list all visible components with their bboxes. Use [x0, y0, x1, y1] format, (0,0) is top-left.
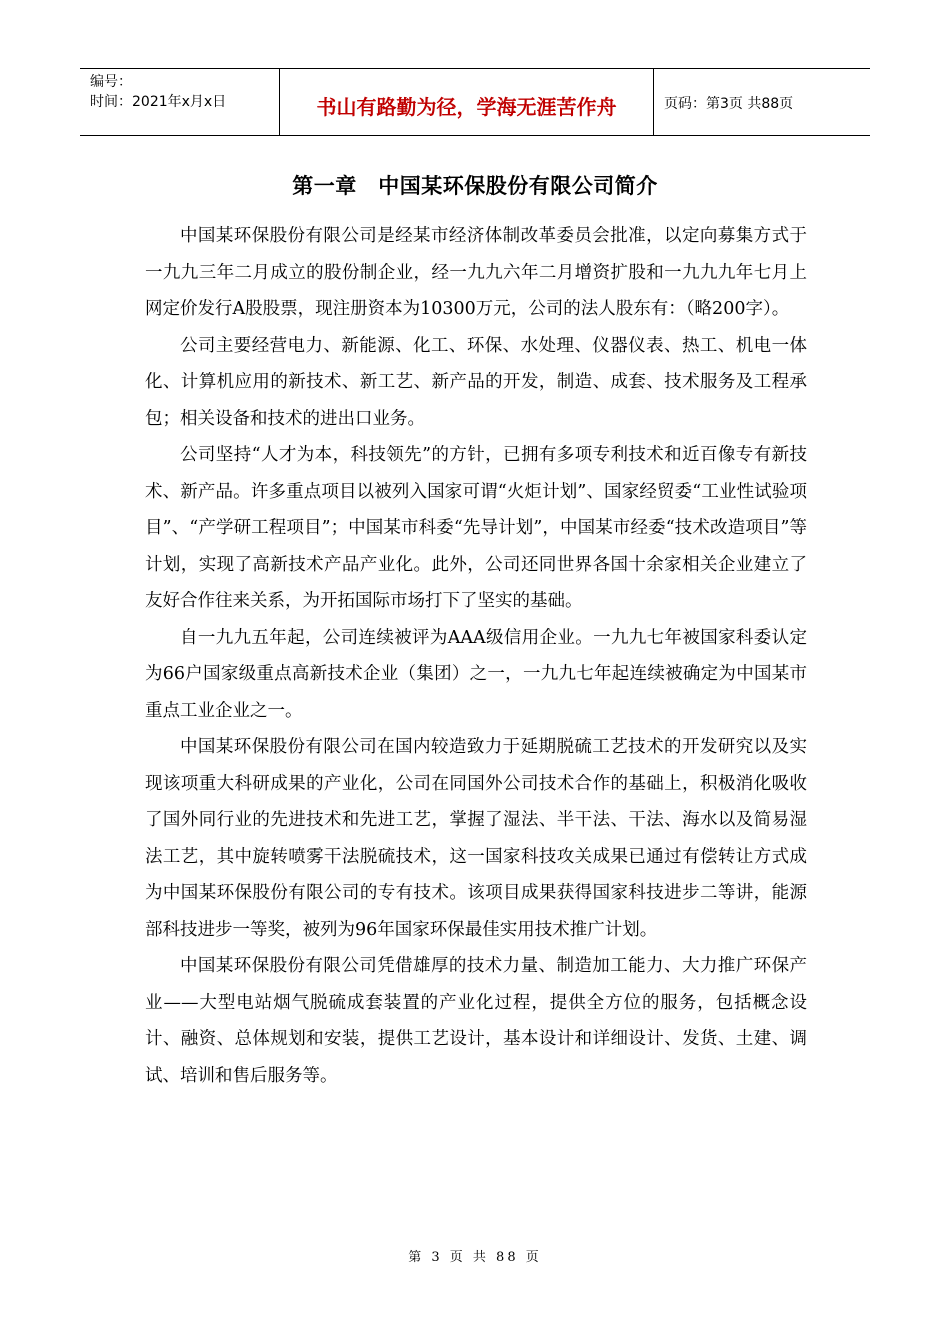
page-header	[80, 68, 870, 136]
header-meta	[80, 69, 280, 135]
paragraph: 中国某环保股份有限公司在国内较造致力于延期脱硫工艺技术的开发研究以及实现该项重大科研成果的产业化，公司在同国外公司技术合作的基础上，积极消化吸收了国外同行业的先进技术和先进工艺，掌握了湿法、半干法、干法、海水以及简易湿法工艺，其中旋转喷雾干法脱硫技术，这一国家科技攻关成果已通过有偿转让方式成为中国某环保股份有限公司的专有技术。该项目成果获得国家科技进步二等讲，能源部科技进步一等奖，被列为96年国家环保最佳实用技术推广计划。	[145, 737, 807, 940]
paragraph: 公司主要经营电力、新能源、化工、环保、水处理、仪器仪表、热工、机电一体化、计算机应用的新技术、新工艺、新产品的开发，制造、成套、技术服务及工程承包；相关设备和技术的进出口业务。	[145, 335, 807, 429]
paragraph: 自一九九五年起，公司连续被评为AAA级信用企业。一九九七年被国家科委认定为66户国家级重点高新技术企业（集团）之一，一九九七年起连续被确定为中国某市重点工业企业之一。	[145, 627, 807, 721]
chapter-title: 第一章 中国某环保股份有限公司简介	[292, 174, 658, 198]
paragraph: 中国某环保股份有限公司是经某市经济体制改革委员会批准，以定向募集方式于一九九三年二月成立的股份制企业，经一九九六年二月增资扩股和一九九九年七月上网定价发行A股股票，现注册资本为10300万元，公司的法人股东有：（略200字）。	[145, 226, 807, 319]
header-page-info: 页码：第3页 共88页	[664, 96, 794, 112]
document-body	[145, 218, 807, 1094]
date-label: 时间：2021年x月x日	[90, 94, 227, 110]
paragraph: 中国某环保股份有限公司凭借雄厚的技术力量、制造加工能力、大力推广环保产业——大型电站烟气脱硫成套装置的产业化过程，提供全方位的服务，包括概念设计、融资、总体规划和安装，提供工艺设计，基本设计和详细设计、发货、土建、调试、培训和售后服务等。	[145, 956, 807, 1086]
header-motto: 书山有路勤为径，学海无涯苦作舟	[280, 69, 654, 135]
number-label: 编号：	[90, 74, 132, 90]
paragraph: 公司坚持“人才为本，科技领先”的方针，已拥有多项专利技术和近百像专有新技术、新产品。许多重点项目以被列入国家可谓“火炬计划”、国家经贸委“工业性试验项目”、“产学研工程项目”；中国某市科委“先导计划”，中国某市经委“技术改造项目”等计划，实现了高新技术产品产业化。此外，公司还同世界各国十余家相关企业建立了友好合作往来关系，为开拓国际市场打下了坚实的基础。	[145, 445, 807, 611]
page-footer: 第 3 页 共 88 页	[408, 1250, 542, 1265]
